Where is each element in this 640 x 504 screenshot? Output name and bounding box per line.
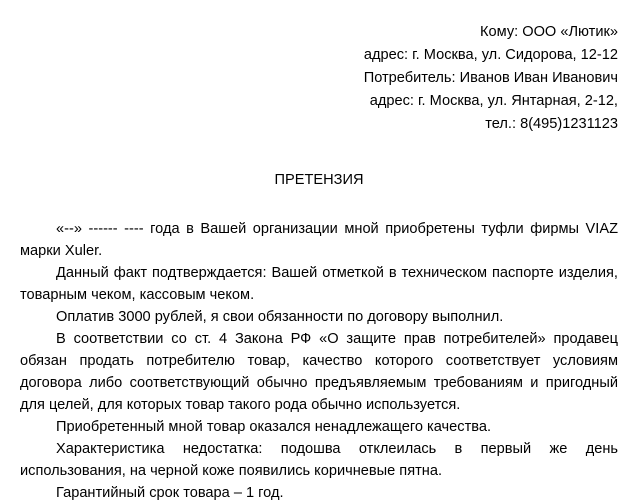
- paragraph-purchase: «--» ------ ---- года в Вашей организации мной приобретены туфли фирмы VIAZ марки Xuler.: [20, 221, 618, 259]
- document-page: [20, 0, 618, 504]
- recipient-address-line: адрес: г. Москва, ул. Сидорова, 12-12: [363, 47, 618, 63]
- document-body: [20, 218, 618, 504]
- consumer-line: Потребитель: Иванов Иван Иванович: [363, 70, 618, 86]
- consumer-phone-line: тел.: 8(495)1231123: [485, 116, 618, 132]
- paragraph-defect-description: Характеристика недостатка: подошва отклеилась в первый же день использования, на черной коже появились коричневые пятна.: [20, 441, 618, 479]
- paragraph-proof: Данный факт подтверждается: Вашей отметкой в техническом паспорте изделия, товарным чеком, кассовым чеком.: [20, 265, 618, 303]
- address-block: [20, 21, 618, 136]
- consumer-address-line: адрес: г. Москва, ул. Янтарная, 2-12,: [369, 93, 618, 109]
- paragraph-defect-quality: Приобретенный мной товар оказался ненадлежащего качества.: [56, 419, 492, 435]
- paragraph-payment: Оплатив 3000 рублей, я свои обязанности по договору выполнил.: [56, 309, 504, 325]
- paragraph-law: В соответствии со ст. 4 Закона РФ «О защите прав потребителей» продавец обязан продать потребителю товар, качество которого соответствует условиям договора либо соответствующий обычно предъявляемым требованиям и пригодный для целей, для которых товар такого рода обычно используется.: [20, 331, 618, 413]
- document-title: ПРЕТЕНЗИЯ: [274, 172, 364, 188]
- recipient-line: Кому: ООО «Лютик»: [480, 24, 618, 40]
- paragraph-warranty: Гарантийный срок товара – 1 год.: [56, 485, 284, 501]
